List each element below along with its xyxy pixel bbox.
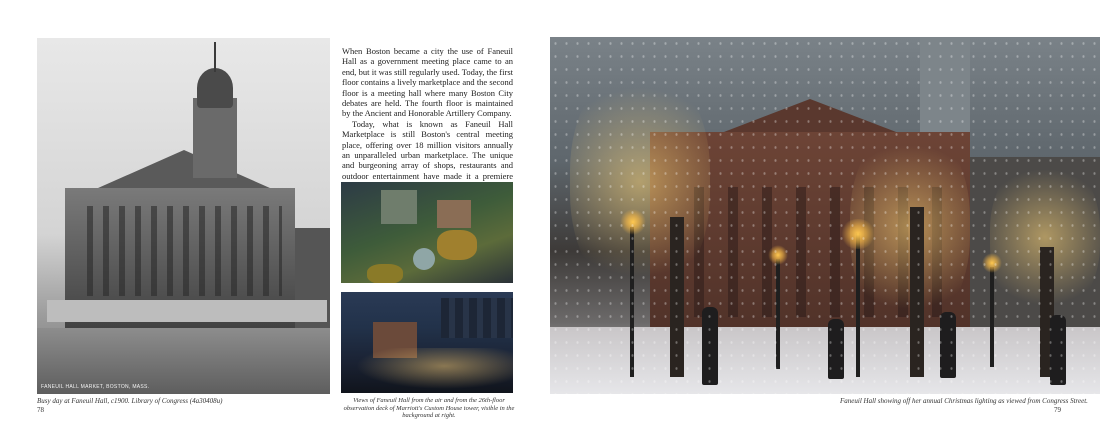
middle-photos-caption: Views of Faneuil Hall from the air and from the 26th-floor observation deck of Marriott's Custom House tower, visible in the background at right. [343,397,515,419]
body-text [342,46,513,192]
page-number-right: 79 [1054,406,1061,414]
body-paragraph-2: Today, what is known as Faneuil Hall Marketplace is still Boston's central meeting place, offering over 18 million visitors annually an unparalleled urban marketplace. The unique and burgeoning array of shops, restaurants and outdoor entertainment have made it a premiere [342,118,513,181]
faneuil-hall-christmas-photo [550,37,1100,394]
body-paragraph-1: When Boston became a city the use of Faneuil Hall as a government meeting place came to an end, but it was still regularly used. Today, the first floor contains a lively marketplace and the second floor is a meeting hall where many Boston City debates are held. The fourth floor is maintained by the Ancient and Honorable Artillery Company. [342,46,513,119]
aerial-view-photo [341,182,513,283]
faneuil-hall-vintage-photo [37,38,330,394]
left-photo-caption: Busy day at Faneuil Hall, c1900. Library of Congress (4a30408u) [37,397,223,405]
observation-deck-night-photo [341,292,513,393]
right-photo-caption: Faneuil Hall showing off her annual Christmas lighting as viewed from Congress Street. [840,397,1088,405]
photo-stamp: FANEUIL HALL MARKET, BOSTON, MASS. [41,384,150,390]
page-number-left: 78 [37,406,44,414]
